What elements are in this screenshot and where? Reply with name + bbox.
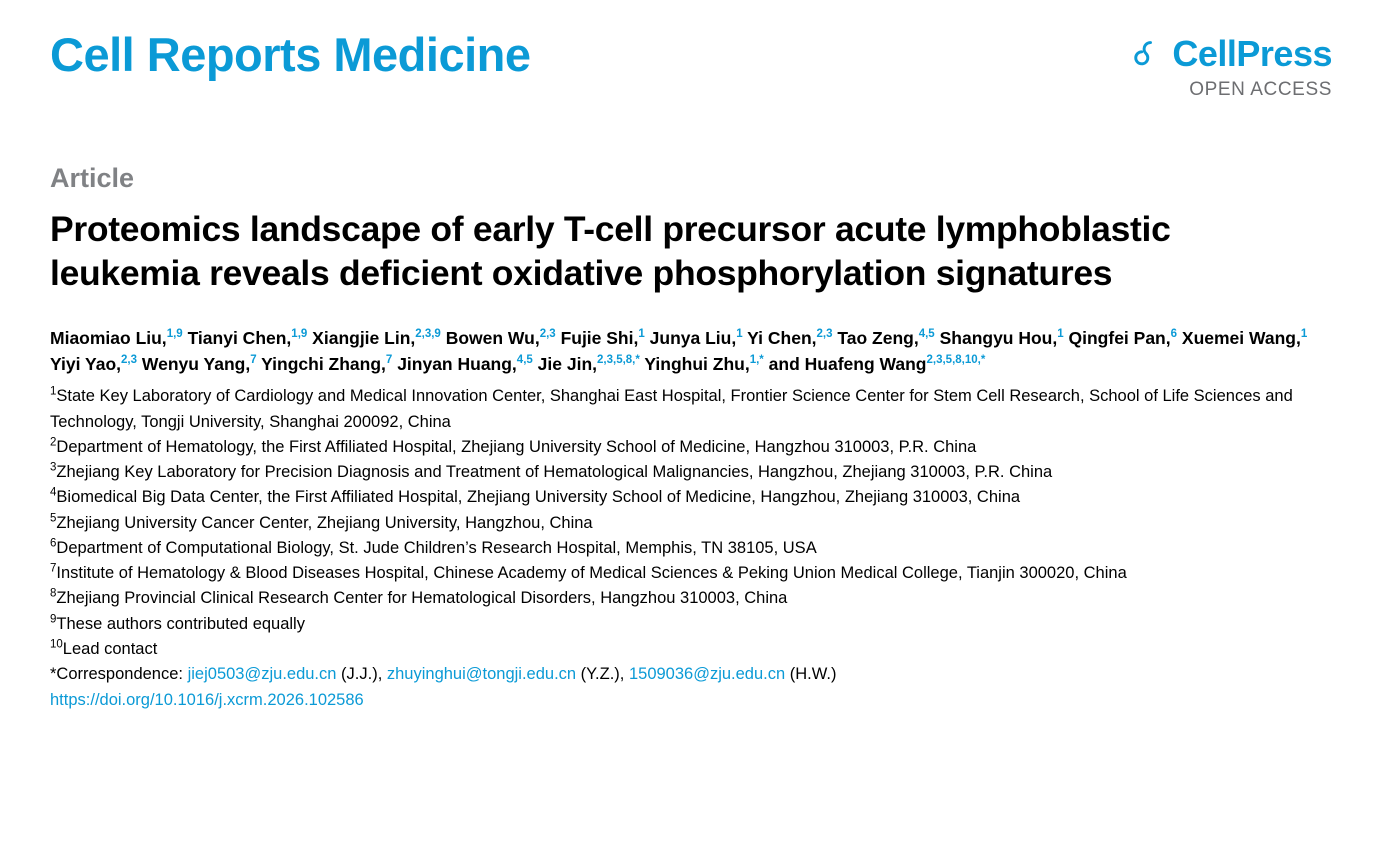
affiliation-item — [50, 637, 1332, 662]
affiliation-item — [50, 435, 1332, 460]
author-affiliation-marker: 1 — [638, 328, 645, 341]
correspondence-email-link[interactable]: jiej0503@zju.edu.cn — [187, 665, 337, 684]
author-name: Bowen Wu, — [445, 328, 540, 349]
affiliation-text: Lead contact — [62, 639, 158, 658]
correspondence-label: *Correspondence: — [50, 665, 188, 684]
affiliation-item — [50, 511, 1332, 536]
correspondence-line — [50, 662, 1332, 687]
publisher-brand — [1128, 30, 1332, 101]
affiliation-number: 9 — [50, 613, 57, 626]
author-affiliation-marker: 1,* — [749, 353, 764, 366]
affiliation-number: 10 — [50, 638, 63, 651]
affiliation-number: 2 — [50, 436, 57, 449]
affiliation-text: Biomedical Big Data Center, the First Affiliated Hospital, Zhejiang University School of Medicine, Hangzhou, Zhejiang 310003, China — [56, 488, 1021, 507]
author-affiliation-marker: 1 — [1300, 328, 1308, 341]
author-affiliation-marker: 1,9 — [166, 328, 183, 341]
author-name: Xiangjie Lin, — [312, 328, 416, 349]
correspondence-email-link[interactable]: 1509036@zju.edu.cn — [628, 665, 786, 684]
affiliation-text: Department of Hematology, the First Affiliated Hospital, Zhejiang University School of Medicine, Hangzhou 310003, P.R. China — [56, 437, 977, 456]
correspondence-initials: (J.J.), — [336, 665, 387, 684]
masthead — [50, 0, 1332, 101]
author-affiliation-marker: 4,5 — [516, 353, 533, 366]
affiliation-text: Institute of Hematology & Blood Diseases Hospital, Chinese Academy of Medical Sciences & Peking Union Medical College, Tianjin 300020, China — [56, 564, 1127, 583]
author-name: Tianyi Chen, — [187, 328, 292, 349]
affiliation-item — [50, 612, 1332, 637]
author-affiliation-marker: 1 — [1057, 328, 1064, 341]
affiliation-text: State Key Laboratory of Cardiology and Medical Innovation Center, Shanghai East Hospital, Frontier Science Center for Stem Cell Research, School of Life Sciences and Technology, Tongji University, Shanghai 200092, China — [50, 387, 1293, 431]
affiliation-item — [50, 460, 1332, 485]
cellpress-logo-icon — [1128, 37, 1162, 71]
author-affiliation-marker: 1 — [736, 328, 743, 341]
affiliation-number: 6 — [50, 537, 57, 550]
author-name: Tao Zeng, — [837, 328, 919, 349]
affiliation-number: 7 — [50, 562, 57, 575]
affiliation-number: 5 — [50, 512, 57, 525]
author-affiliation-marker: 1,9 — [291, 328, 308, 341]
correspondence-email-link[interactable]: zhuyinghui@tongji.edu.cn — [386, 665, 577, 684]
affiliation-list — [50, 384, 1332, 713]
author-affiliation-marker: 2,3 — [816, 328, 833, 341]
correspondence-initials: (H.W.) — [785, 665, 837, 684]
article-type-label: Article — [50, 163, 135, 193]
affiliation-item — [50, 384, 1332, 434]
affiliation-text: Zhejiang University Cancer Center, Zhejiang University, Hangzhou, China — [56, 513, 593, 532]
author-list — [50, 326, 1332, 377]
author-name: Qingfei Pan, — [1068, 328, 1171, 349]
author-name: Junya Liu, — [649, 328, 737, 349]
author-name: Wenyu Yang, — [141, 353, 251, 374]
journal-title: Cell Reports Medicine — [50, 28, 531, 81]
affiliation-text: Zhejiang Key Laboratory for Precision Diagnosis and Treatment of Hematological Malignancies, Hangzhou, Zhejiang 310003, P.R. China — [56, 463, 1053, 482]
publisher-brand-row — [1128, 33, 1332, 74]
author-name: Yiyi Yao, — [50, 353, 122, 374]
affiliation-number: 1 — [50, 385, 57, 398]
author-affiliation-marker: 2,3,5,8,10,* — [926, 353, 986, 366]
affiliation-text: Department of Computational Biology, St. Jude Children’s Research Hospital, Memphis, TN 38105, USA — [56, 538, 817, 557]
affiliation-number: 8 — [50, 587, 57, 600]
affiliation-number: 4 — [50, 486, 57, 499]
author-affiliation-marker: 2,3,5,8,* — [597, 353, 640, 366]
author-name: Yingchi Zhang, — [261, 353, 386, 374]
author-affiliation-marker: 6 — [1170, 328, 1178, 341]
affiliation-item — [50, 561, 1332, 586]
author-name: Xuemei Wang, — [1181, 328, 1301, 349]
author-affiliation-marker: 2,3,9 — [415, 328, 441, 341]
affiliation-item — [50, 586, 1332, 611]
author-name: Jinyan Huang, — [397, 353, 517, 374]
author-affiliation-marker: 2,3 — [121, 353, 138, 366]
author-affiliation-marker: 7 — [250, 353, 257, 366]
author-affiliation-marker: 2,3 — [539, 328, 556, 341]
affiliation-item — [50, 536, 1332, 561]
author-name: Shangyu Hou, — [939, 328, 1058, 349]
author-affiliation-marker: 4,5 — [918, 328, 935, 341]
author-name: Fujie Shi, — [560, 328, 639, 349]
author-name: Yinghui Zhu, — [644, 353, 750, 374]
page-title: Proteomics landscape of early T-cell precursor acute lymphoblastic leukemia reveals deficient oxidative phosphorylation signatures — [50, 209, 1171, 294]
author-name: Yi Chen, — [747, 328, 817, 349]
open-access-label: OPEN ACCESS — [1189, 79, 1332, 100]
doi-link[interactable]: https://doi.org/10.1016/j.xcrm.2026.102586 — [50, 691, 364, 710]
affiliation-text: Zhejiang Provincial Clinical Research Center for Hematological Disorders, Hangzhou 310003, China — [56, 589, 788, 608]
author-name: Miaomiao Liu, — [50, 328, 167, 349]
author-affiliation-marker: 7 — [385, 353, 393, 366]
author-name: and Huafeng Wang — [768, 353, 927, 374]
affiliation-item — [50, 485, 1332, 510]
publisher-name: CellPress — [1172, 33, 1332, 74]
author-name: Jie Jin, — [537, 353, 598, 374]
doi-line — [50, 688, 1332, 713]
affiliation-number: 3 — [50, 461, 57, 474]
correspondence-initials: (Y.Z.), — [576, 665, 629, 684]
affiliation-text: These authors contributed equally — [56, 614, 305, 633]
